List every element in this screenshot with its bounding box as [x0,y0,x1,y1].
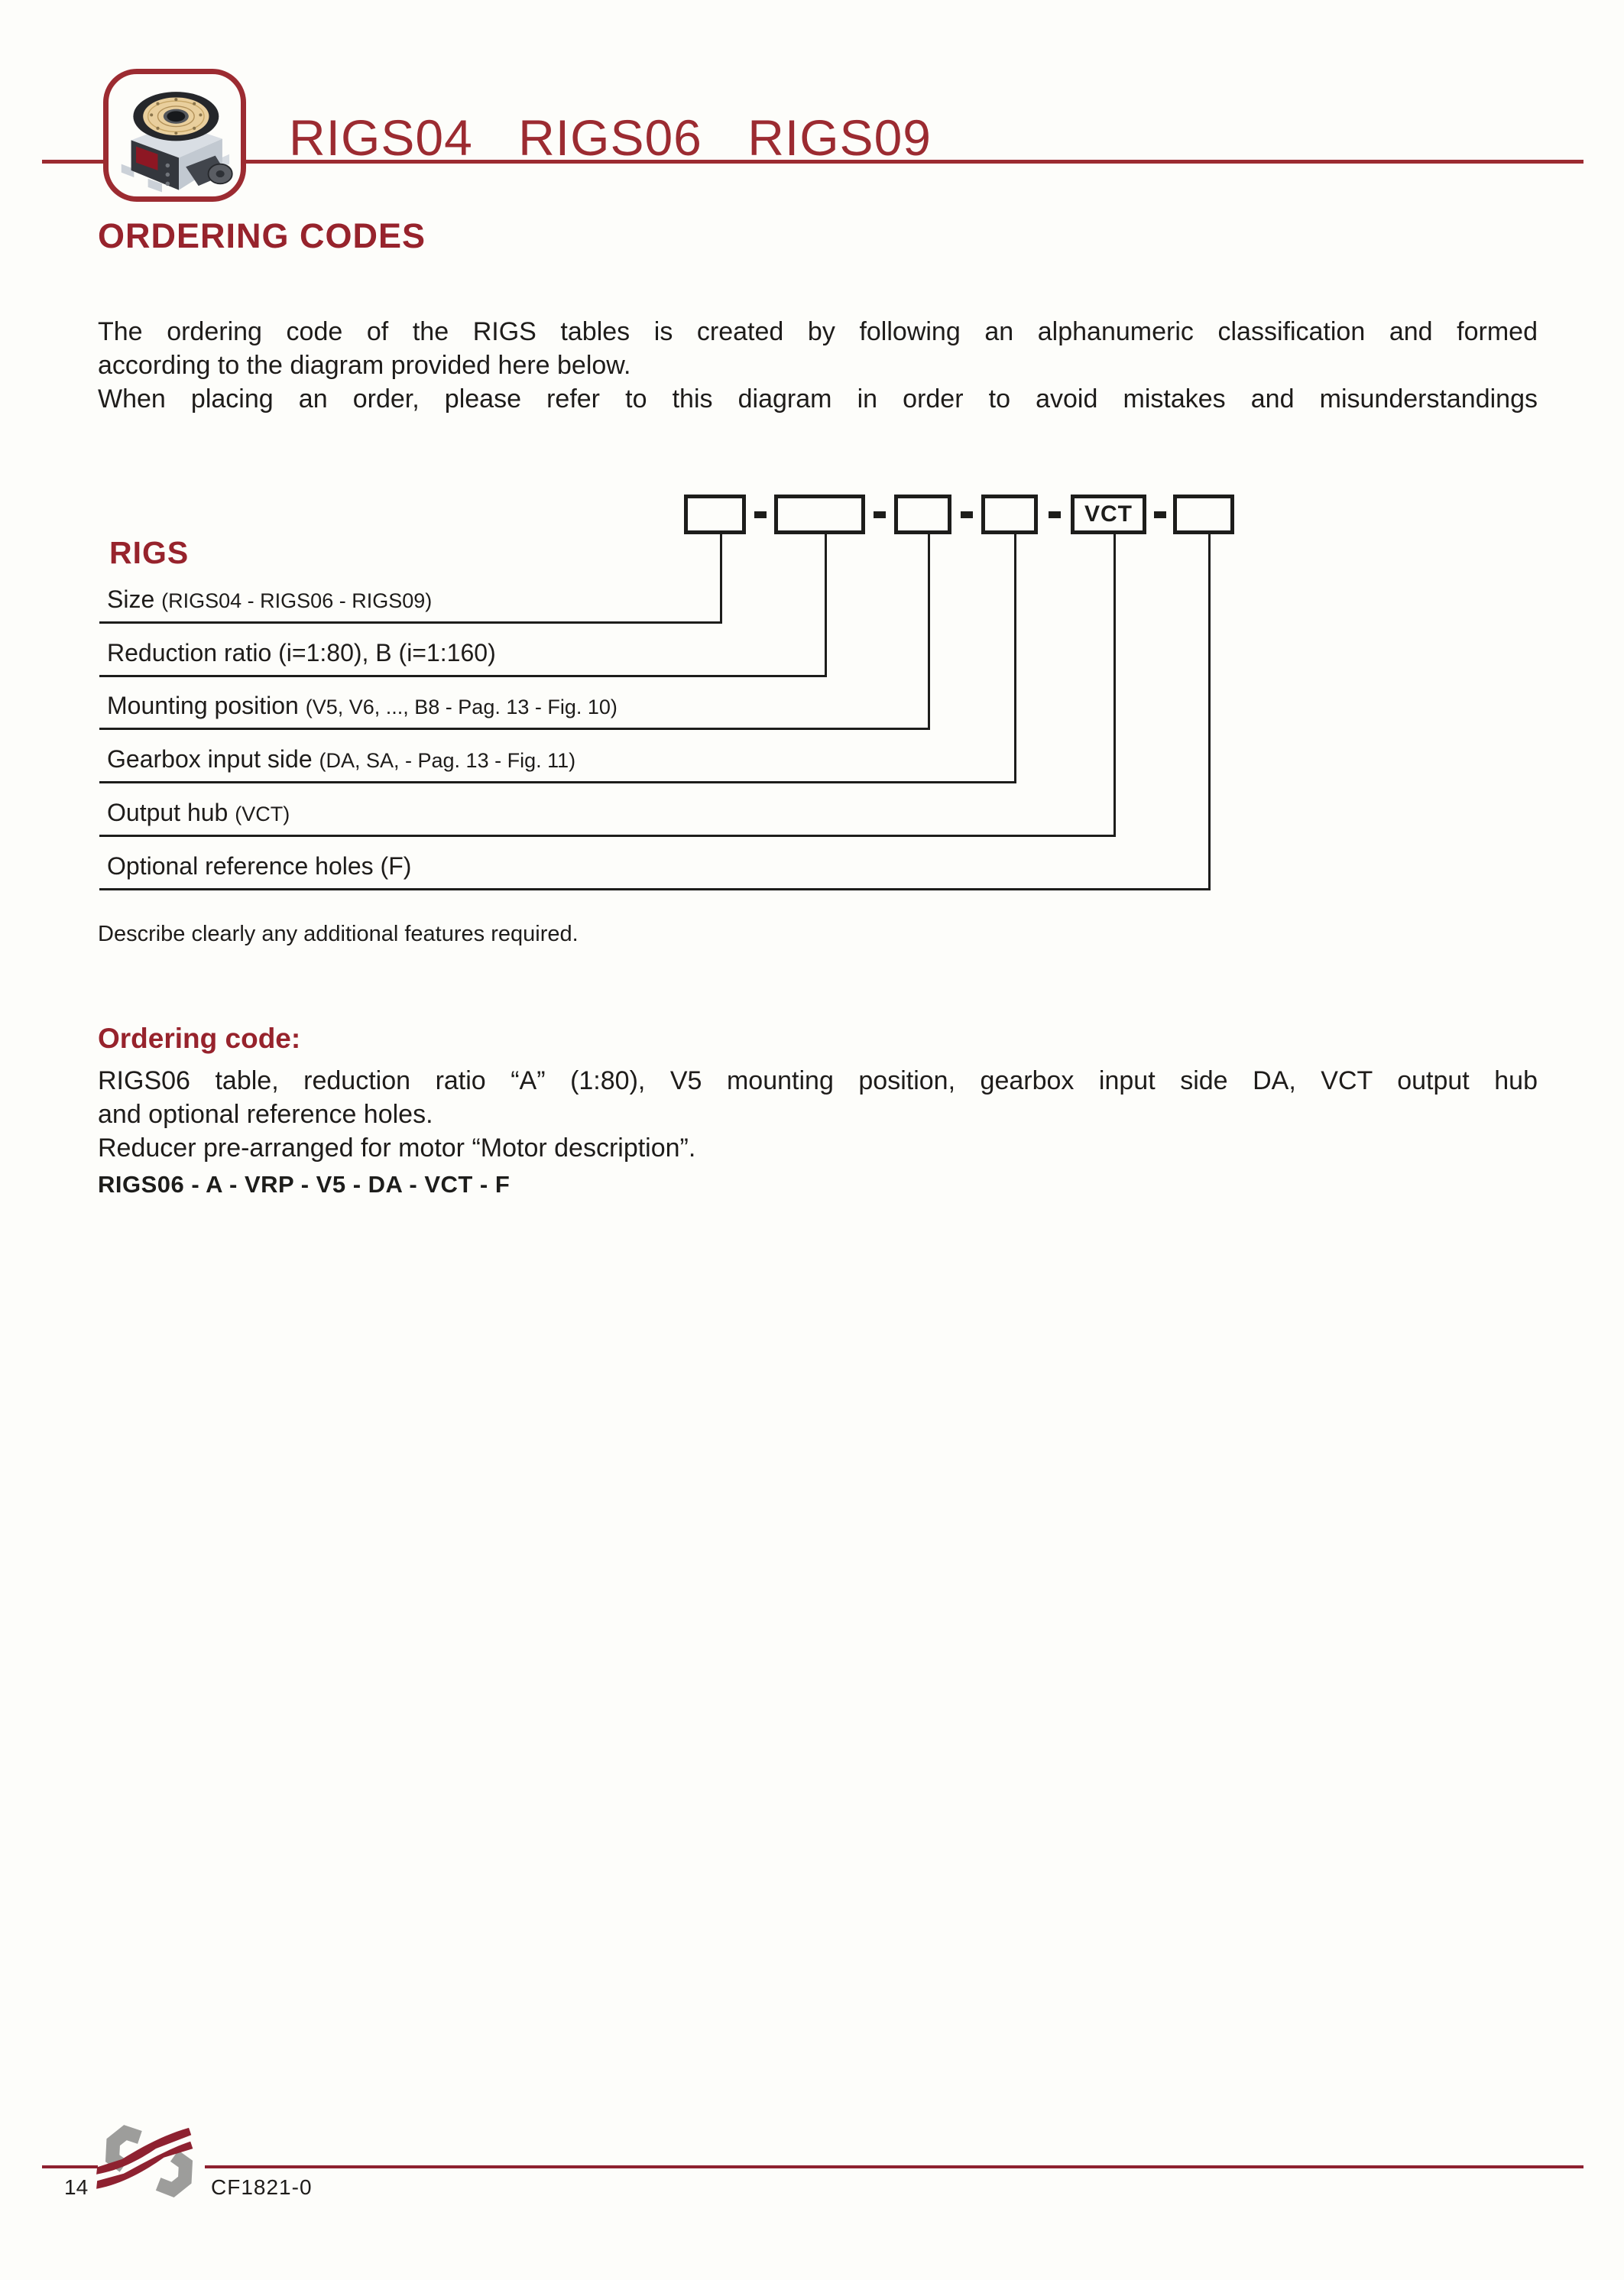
diagram-row-note: (RIGS04 - RIGS06 - RIGS09) [161,589,433,612]
code-box-field-1 [774,495,865,534]
connector-vertical-line [720,534,722,624]
box-separator-dash [754,511,767,518]
box-separator-dash [1049,511,1061,518]
page-title: RIGS04 RIGS06 RIGS09 [289,109,932,166]
vct-box-label: VCT [1084,501,1133,527]
diagram-row-title: Size [107,585,162,613]
intro-text-line: When placing an order, please refer to this diagram in order to avoid mistakes and misunderstandings [98,384,1538,414]
intro-text-line: The ordering code of the RIGS tables is created by following an alphanumeric classification and formed [98,317,1538,346]
ordering-text-line: and optional reference holes. [98,1100,433,1129]
diagram-rigs-label: RIGS [109,535,190,570]
section-heading: ORDERING CODES [98,216,426,255]
connector-vertical-line [825,534,827,677]
box-separator-dash [1154,511,1166,518]
product-logo-box [103,69,246,202]
connector-vertical-line [928,534,930,730]
ordering-code-heading: Ordering code: [98,1023,301,1054]
diagram-row-note: (i=1:80), B (i=1:160) [278,639,496,666]
connector-horizontal-line [99,781,1016,783]
footer-rule [205,2165,1583,2168]
diagram-row-note: (VCT) [235,803,290,825]
code-box-field-5 [1173,495,1234,534]
box-separator-dash [961,511,973,518]
connector-vertical-line [1014,534,1016,783]
code-box-field-0 [684,495,746,534]
connector-horizontal-line [99,888,1211,890]
box-separator-dash [874,511,886,518]
company-logo [95,2123,203,2204]
company-logo-graphic [95,2123,203,2200]
diagram-row-note: (F) [380,852,412,880]
connector-horizontal-line [99,675,827,677]
document-code: CF1821-0 [211,2175,313,2199]
connector-vertical-line [1113,534,1116,837]
diagram-row-label [107,639,496,667]
diagram-row-title: Mounting position [107,692,306,719]
connector-horizontal-line [99,835,1116,837]
diagram-row-label [107,799,290,827]
diagram-row-title: Gearbox input side [107,745,319,773]
diagram-row-label [107,692,618,720]
connector-horizontal-line [99,728,930,730]
diagram-row-title: Output hub [107,799,235,826]
page-number: 14 [64,2175,89,2199]
ordering-code-example: RIGS06 - A - VRP - V5 - DA - VCT - F [98,1171,511,1198]
footer-rule [42,2165,98,2168]
code-box-field-3 [981,495,1038,534]
diagram-row-label [107,852,411,881]
diagram-row-title: Reduction ratio [107,639,279,666]
diagram-row-title: Optional reference holes [107,852,381,880]
diagram-row-label [107,585,432,614]
intro-text-line: according to the diagram provided here below. [98,351,631,380]
ordering-text-line: Reducer pre-arranged for motor “Motor description”. [98,1134,696,1163]
diagram-row-note: (DA, SA, - Pag. 13 - Fig. 11) [319,749,576,772]
diagram-row-note: (V5, V6, ..., B8 - Pag. 13 - Fig. 10) [305,696,618,718]
connector-vertical-line [1208,534,1211,890]
rotary-table-product-image [110,76,239,195]
code-box-output-hub [1071,495,1146,534]
diagram-footnote: Describe clearly any additional features required. [98,922,579,946]
ordering-text-line: RIGS06 table, reduction ratio “A” (1:80), V5 mounting position, gearbox input side DA, VCT output hub [98,1066,1538,1095]
connector-horizontal-line [99,621,722,624]
code-box-field-2 [894,495,951,534]
diagram-row-label [107,745,575,774]
